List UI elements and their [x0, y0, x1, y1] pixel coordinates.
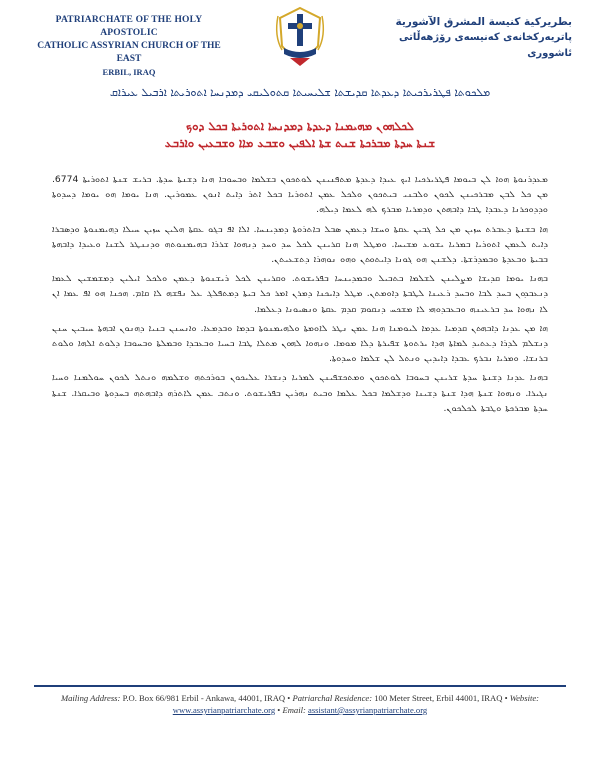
website-label: Website:	[509, 693, 540, 703]
letter-title-line2: ܫܢܬܐ ܚܕܬܐ ܡܒܪܟܬܐ ܫܢܬ ܫܬܐ ܐܠܦܝܢ ܘܫܒܥ ܡܐܐ ܘܫܒܥܝܢ ܘܐܪܒܥ	[164, 136, 436, 150]
letterhead-kurdish-line2: پاتريەرکخانەی کەنیسەی رۆژهەڵاتی ئاشووری	[398, 32, 572, 59]
syriac-ribbon-title: ܡܠܟܘܬܐ ܦܛܪܝܪܟܝܬܐ ܕܥܕܬܐ ܩܕܝܫܬܐ ܫܠܝܚܝܬܐ ܩܬܘܠܝܩܝ ܕܡܕܢܚܐ ܐܬܘܪܝܬܐ ܐܪܒܝܠ ܥܝܪܐܩ	[109, 86, 491, 99]
footer	[30, 692, 570, 716]
email-link[interactable]: assistant@assyrianpatriarchate.org	[308, 705, 428, 715]
letter-title	[40, 118, 560, 152]
letter-title-line1: ܠܟܠܗܘܢ ܡܗܝܡܢܐ ܕܥܕܬܐ ܕܡܕܢܚܐ ܐܬܘܪܝܬܐ ܒܟܠ ܕܘܟ	[186, 119, 414, 133]
footer-separator: •	[504, 693, 508, 703]
body-paragraph-2: ܗܐ ܒܫܢܬܐ ܕܥܒܪܬ ܚܙܝܢ ܡܢ ܟܠ ܓܒܝܢ ܥܩܬܐ ܘܚܫܐ ܕܥܡܢ ܣܒܠ ܒܐܬܪܘܬܐ ܕܡܕܝܢܚܐ. ܐܠܐ ܐܦ ܒܓܘ ܥܩܬܐ ܗܠܝܢ ܚܙܝܢ ܚܝܠܐ ܕܗܝܡܢܘܬܐ ܘܕܣܒܪܐ ܕܐܝܬ ܠܥܡܢ ܐܬܘܪܝܐ ܒܡܪܝܐ ܝܫܘܥ ܡܫܝܚܐ. ܘܡܛܠ ܗܢܐ ܩܪܝܢܢ ܠܟܠ ܚܕ ܘܚܕ ܕܢܗܘܐ ܫܪܪܐ ܒܗܝܡܢܘܬܗ ܘܕܢܢܛܪ ܠܫܢܐ ܘܥܝܕܐ ܕܐܒܗܬܐ ܒܒܝܬܐ ܘܒܥܕܬܐ ܘܒܡܕܪܫܬܐ. ܕܠܫܢܢ ܗܘ ܓܘܢܐ ܕܐܝܬܘܬܢ ܘܗܘ ܢܘܗܪܐ ܕܬܫܥܝܬܢ.	[52, 223, 548, 266]
letterhead-arabic-line1: بطريركية كنيسة المشرق الآشورية	[395, 16, 572, 28]
body-paragraph-5: ܒܗܢܐ ܥܕܢܐ ܕܫܢܬܐ ܚܕܬܐ ܫܪܝܢܢ ܒܚܘܒܐ ܠܘܬܟܘܢ ܘܡܬܟܫܦܝܢܢ ܠܡܪܝܐ ܕܢܫܪܐ ܥܠܝܟܘܢ ܒܘܪܟܬܗ ܘܫܠܡܗ ܘܢܬܠ ܠܟܘܢ ܚܘܠܡܢܐ ܘܚܝܐ ܢܓܝܪܐ. ܘܢܗܘܐ ܫܢܬܐ ܗܕܐ ܫܢܬܐ ܕܫܝܢܐ ܘܕܫܠܡܐ ܒܟܠ ܥܠܡܐ ܘܒܝܬ ܢܗܪܝܢ ܒܦܪܝܫܘܬ. ܘܢܬܒ ܥܡܢ ܠܐܬܪܗ ܕܐܒܗܬܗ ܒܚܕܘܬܐ ܘܒܝܩܪܐ. ܫܢܬܐ ܚܕܬܐ ܡܒܪܟܬܐ ܘܛܒܬܐ ܠܟܠܟܘܢ.	[52, 372, 548, 414]
footer-line1	[30, 692, 570, 704]
body-paragraph-3: ܒܗܢܐ ܝܘܡܐ ܩܕܝܫܐ ܡܨܠܝܢܢ ܠܫܠܡܐ ܒܬܒܝܠ ܘܒܡܕܝܢܚܐ ܒܦܪܝܫܘܬ. ܘܩܪܝܢܢ ܠܟܠ ܪܝܫܢܘܬܐ ܕܥܡܢ ܘܠܟܠ ܐܝܠܝܢ ܕܡܫܡܫܝܢ ܠܥܡܐ ܕܢܥܒܕܘܢ ܒܚܕ ܠܒܐ ܘܒܚܕ ܪܥܝܢܐ ܠܛܒܬܐ ܕܐܘܡܬܢ. ܡܛܠ ܕܐܝܟܢܐ ܕܡܪܢ ܐܡܪ ܟܠ ܒܝܬܐ ܕܡܬܦܠܓ ܥܠ ܢܦܫܗ ܠܐ ܩܐܡ. ܗܟܢܐ ܗܘ ܐܦ ܥܡܐ ܐܢ ܠܐ ܢܗܘܐ ܚܕ ܒܪܥܝܢܗ ܘܒܥܒܕܘܗܝ ܠܐ ܡܫܟܚ ܕܢܩܘܡ ܩܕܡ ܥܩܬܐ ܘܢܣܝܘܢܐ ܕܥܠܡܐ.	[52, 273, 548, 315]
mailing-address: P.O. Box 66/981 Erbil - Ankawa, 44001, IRAQ	[122, 693, 286, 703]
letterhead	[0, 0, 600, 88]
letterhead-english	[34, 14, 224, 78]
body-paragraph-4: ܗܐ ܡܢ ܥܕܢܐ ܕܐܒܗܬܢ ܩܕܡܝܐ ܥܕܡܐ ܠܝܘܡܢܐ ܗܢܐ ܥܡܢ ܢܛܪ ܠܐܘܡܬܐ ܘܠܗܝܡܢܘܬܐ ܒܕܡܐ ܘܒܕܡܥܐ. ܘܐܢܚܢܢ ܒܢܝܐ ܕܗܢܘܢ ܐܒܗܬܐ ܚܝܒܝܢ ܚܢܢ ܕܢܫܠܡ ܠܕܪܐ ܕܥܬܝܕ ܠܡܐܬܐ ܗܕܐ ܝܪܬܘܬܐ ܫܦܝܪܬܐ ܕܠܐ ܡܘܡܐ. ܘܢܗܘܐ ܠܗܘܢ ܡܬܠܐ ܛܒܐ ܒܚܝܐ ܘܒܥܒܕܐ ܘܒܡܠܬܐ ܘܒܚܘܒܐ ܕܠܘܬ ܐܠܗܐ ܘܠܘܬ ܒܪܢܫܐ. ܘܡܪܝܐ ܢܒܪܟ ܥܒܕܐ ܕܐܝܕܝܢ ܘܢܬܠ ܠܢ ܫܠܡܐ ܘܚܕܘܬܐ.	[52, 322, 548, 365]
footer-divider	[34, 685, 566, 687]
website-link[interactable]: www.assyrianpatriarchate.org	[172, 705, 276, 715]
residence-address: 100 Meter Street, Erbil 44001, IRAQ	[374, 693, 503, 703]
letterhead-english-line2: CATHOLIC ASSYRIAN CHURCH OF THE EAST	[37, 41, 221, 64]
letter-body	[52, 172, 548, 668]
residence-label: Patriarchal Residence:	[292, 693, 373, 703]
letterhead-english-line3: ERBIL, IRAQ	[102, 67, 156, 77]
body-paragraph-1: ܡܥܕܪܢܘܬܐ ܗܘܐ ܠܢ ܒܝܘܡܐ ܦܛܪܝܪܟܝܐ ܐܝܟ ܥܝܕܐ ܕܥܕܬܐ ܡܬܦܢܝܢܢ ܠܘܬܟܘܢ ܒܫܠܡܐ ܘܒܚܘܒܐ ܗܢܐ ܕܫܢܬܐ ܚܕܬܐ. ܒܪܝܫ ܫܢܬܐ ܐܬܘܪܝܬܐ 6774. ܡܢ ܟܠ ܠܒܢ ܡܒܪܟܝܢܢ ܠܟܘܢ ܘܠܒܢܝ ܒܝܬܟܘܢ ܘܠܟܠ ܥܡܢ ܐܬܘܪܝܐ ܒܟܠ ܐܬܪ ܕܐܝܬ ܐܢܘܢ ܥܡܘܪܝܢ. ܗܢܐ ܝܘܡܐ ܗܘ ܝܘܡܐ ܕܚܕܘܬܐ ܘܕܕܘܟܪܢܐ ܕܥܒܕܐ ܛܒܐ ܕܐܒܗܬܢ ܘܕܡܪܝܐ ܡܒܪܟ ܠܗ ܠܥܡܐ ܕܝܠܗ.	[52, 174, 548, 216]
footer-separator: •	[277, 705, 281, 715]
footer-line2	[30, 704, 570, 716]
footer-separator: •	[287, 693, 291, 703]
mailing-label: Mailing Address:	[60, 693, 121, 703]
patriarchal-cross-emblem-icon	[270, 6, 330, 74]
email-label: Email:	[282, 705, 306, 715]
letterhead-arabic	[372, 14, 572, 62]
letterhead-english-line1: PATRIARCHATE OF THE HOLY APOSTOLIC	[55, 15, 203, 38]
